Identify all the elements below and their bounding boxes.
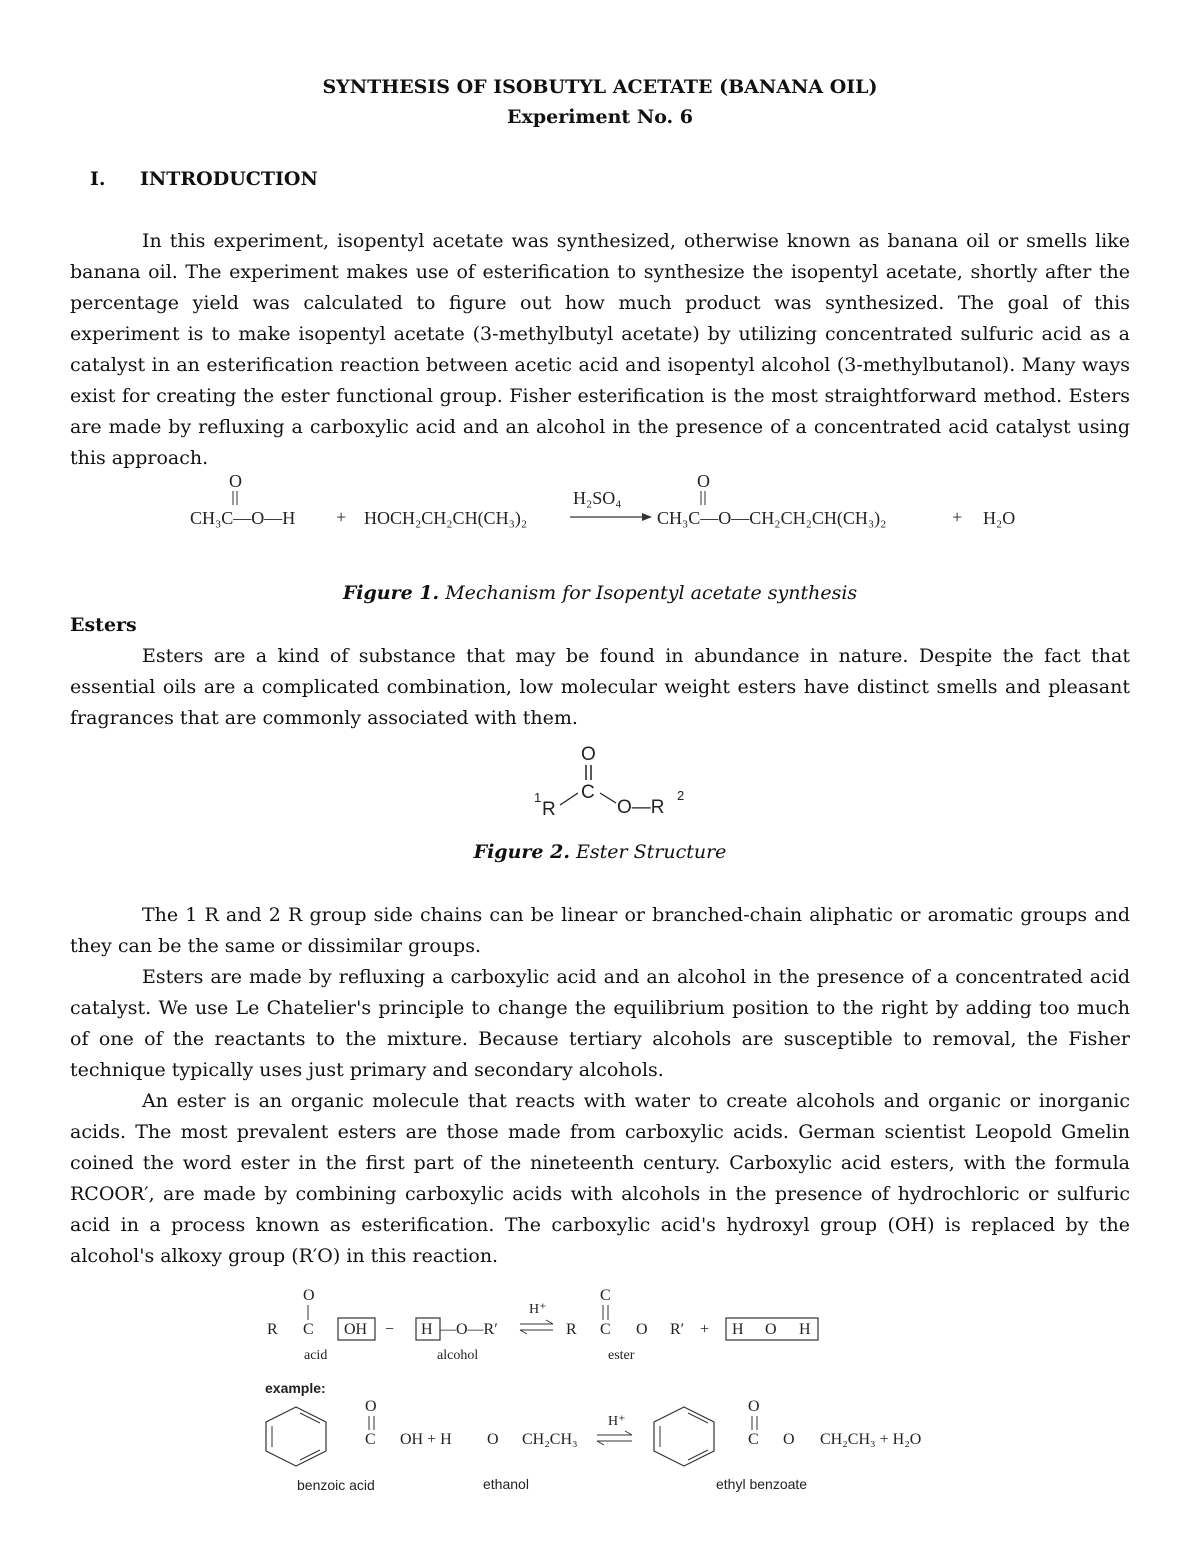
ethyl-benzoate-carbon: C bbox=[748, 1431, 759, 1448]
minus-sign: − bbox=[385, 1321, 395, 1338]
r1-superscript: 1 bbox=[534, 790, 542, 805]
figure2-caption-label: Figure 2. bbox=[473, 841, 570, 863]
ethyl-benzoate-carbonyl-oxygen: O bbox=[748, 1398, 760, 1415]
alcohol-hydrogen: H bbox=[421, 1321, 433, 1338]
intro-paragraph: In this experiment, isopentyl acetate was synthesized, otherwise known as banana oil or smells like banana oil. The experiment makes use of esterification to synthesize the isopentyl acetate, shortly after the percentage yield was calculated to figure out how much product was synthesized. The goal of this experiment is to make isopentyl acetate (3-methylbutyl acetate) by utilizing concentrated sulfuric acid as a catalyst in an esterification reaction between acetic acid and isopentyl alcohol (3-methylbutanol). Many ways exist for creating the ester functional group. Fisher esterification is the most straightforward method. Esters are made by refluxing a carboxylic acid and an alcohol in the presence of a concentrated acid catalyst using this approach. bbox=[70, 230, 1130, 469]
ethyl-benzoate-oxygen: O bbox=[783, 1431, 795, 1448]
benzoic-carbonyl-oxygen: O bbox=[365, 1398, 377, 1415]
alcohol-label: alcohol bbox=[437, 1348, 479, 1363]
figure3-esterification-scheme bbox=[0, 1280, 1200, 1510]
water-oxygen: O bbox=[765, 1321, 777, 1338]
example-acid-catalyst: H⁺ bbox=[608, 1414, 626, 1429]
plus-sign-2: + bbox=[952, 507, 963, 527]
acid-hydroxyl: OH bbox=[344, 1321, 368, 1338]
example-label: example: bbox=[265, 1380, 326, 1396]
gmelin-paragraph: An ester is an organic molecule that reacts with water to create alcohols and organic or inorganic acids. The most prevalent esters are those made from carboxylic acids. German scientist Leopold Gmelin coined the word ester in the first part of the nineteenth century. Carboxylic acid esters, with the formula RCOOR′, are made by combining carboxylic acids with alcohols in the presence of hydrochloric or sulfuric acid in a process known as esterification. The carboxylic acid's hydroxyl group (OH) is replaced by the alcohol's alkoxy group (R′O) in this reaction. bbox=[70, 1090, 1130, 1267]
plus-sign-3: + bbox=[700, 1321, 710, 1338]
r-groups-paragraph: The 1 R and 2 R group side chains can be linear or branched-chain aliphatic or aromatic groups and they can be the same or dissimilar groups. bbox=[70, 904, 1130, 957]
ethanol-ethyl: CH₂CH₃ bbox=[522, 1431, 578, 1448]
ethanol-oxygen: O bbox=[487, 1431, 499, 1448]
acid-catalyst: H⁺ bbox=[529, 1302, 547, 1317]
byproduct-water: H₂O bbox=[983, 508, 1016, 528]
water-h1: H bbox=[732, 1321, 744, 1338]
benzoic-acid-label: benzoic acid bbox=[297, 1477, 375, 1493]
ester-oxygen-r2: O—R bbox=[617, 797, 665, 818]
figure1-reaction bbox=[0, 460, 1200, 540]
acid-carbon: C bbox=[303, 1321, 314, 1338]
figure2-caption bbox=[0, 841, 1200, 863]
r1-group: R bbox=[542, 799, 556, 820]
ester-carbon: C bbox=[600, 1321, 611, 1338]
plus-sign-1: + bbox=[336, 507, 347, 527]
reactant1-carbonyl-oxygen: O bbox=[229, 471, 242, 491]
acid-carbonyl-oxygen: O bbox=[303, 1287, 315, 1304]
section-label: INTRODUCTION bbox=[140, 168, 318, 190]
experiment-number: Experiment No. 6 bbox=[507, 106, 693, 128]
figure2-ester-structure bbox=[520, 740, 720, 830]
section-heading-introduction bbox=[90, 168, 318, 190]
benzoic-carbon: C bbox=[365, 1431, 376, 1448]
ethyl-benzoate-ethyl-plus-water: CH₂CH₃ + H₂O bbox=[820, 1431, 922, 1448]
benzoic-oh-plus-h: OH + H bbox=[400, 1431, 452, 1448]
esters-heading: Esters bbox=[70, 614, 137, 636]
acid-r-group: R bbox=[267, 1321, 278, 1338]
water-h2: H bbox=[799, 1321, 811, 1338]
r2-superscript: 2 bbox=[677, 788, 685, 803]
figure1-caption bbox=[0, 582, 1200, 604]
ester-label: ester bbox=[608, 1348, 635, 1363]
ethanol-label: ethanol bbox=[483, 1476, 529, 1492]
ethyl-benzoate-label: ethyl benzoate bbox=[716, 1476, 808, 1492]
ester-r-group: R bbox=[566, 1321, 577, 1338]
carbonyl-oxygen: O bbox=[581, 744, 596, 765]
benzene-ring-right bbox=[654, 1407, 714, 1466]
product-isopentyl-acetate: CH₃C—O—CH₂CH₂CH(CH₃)₂ bbox=[657, 508, 887, 528]
le-chatelier-paragraph: Esters are made by refluxing a carboxylic acid and an alcohol in the presence of a concentrated acid catalyst. We use Le Chatelier's principle to change the equilibrium position to the right by adding too much of one of the reactants to the mixture. Because tertiary alcohols are susceptible to removal, the Fisher technique typically uses just primary and secondary alcohols. bbox=[70, 966, 1130, 1081]
ester-top-atom: C bbox=[600, 1287, 611, 1304]
figure2-caption-text: Ester Structure bbox=[569, 841, 727, 863]
ester-r-prime: R′ bbox=[670, 1321, 685, 1338]
benzene-ring-left bbox=[266, 1407, 326, 1466]
alcohol-alkoxy: —O—R′ bbox=[440, 1321, 498, 1338]
catalyst-label: H₂SO₄ bbox=[573, 488, 622, 508]
figure1-caption-text: Mechanism for Isopentyl acetate synthesis bbox=[439, 582, 858, 604]
esters-paragraph: Esters are a kind of substance that may be found in abundance in nature. Despite the fact that essential oils are a complicated combination, low molecular weight esters have distinct smells and pleasant fragrances that are commonly associated with them. bbox=[70, 645, 1130, 729]
product-carbonyl-oxygen: O bbox=[697, 471, 710, 491]
carbonyl-carbon: C bbox=[581, 782, 595, 803]
section-number: I. bbox=[90, 168, 106, 190]
document-title: SYNTHESIS OF ISOBUTYL ACETATE (BANANA OIL) bbox=[322, 76, 878, 98]
reactant1-acetic-acid: CH₃C—O—H bbox=[190, 508, 296, 528]
ester-oxygen: O bbox=[636, 1321, 648, 1338]
reactant2-isopentyl-alcohol: HOCH₂CH₂CH(CH₃)₂ bbox=[364, 508, 528, 528]
acid-label: acid bbox=[304, 1348, 328, 1363]
figure1-caption-label: Figure 1. bbox=[342, 582, 440, 604]
